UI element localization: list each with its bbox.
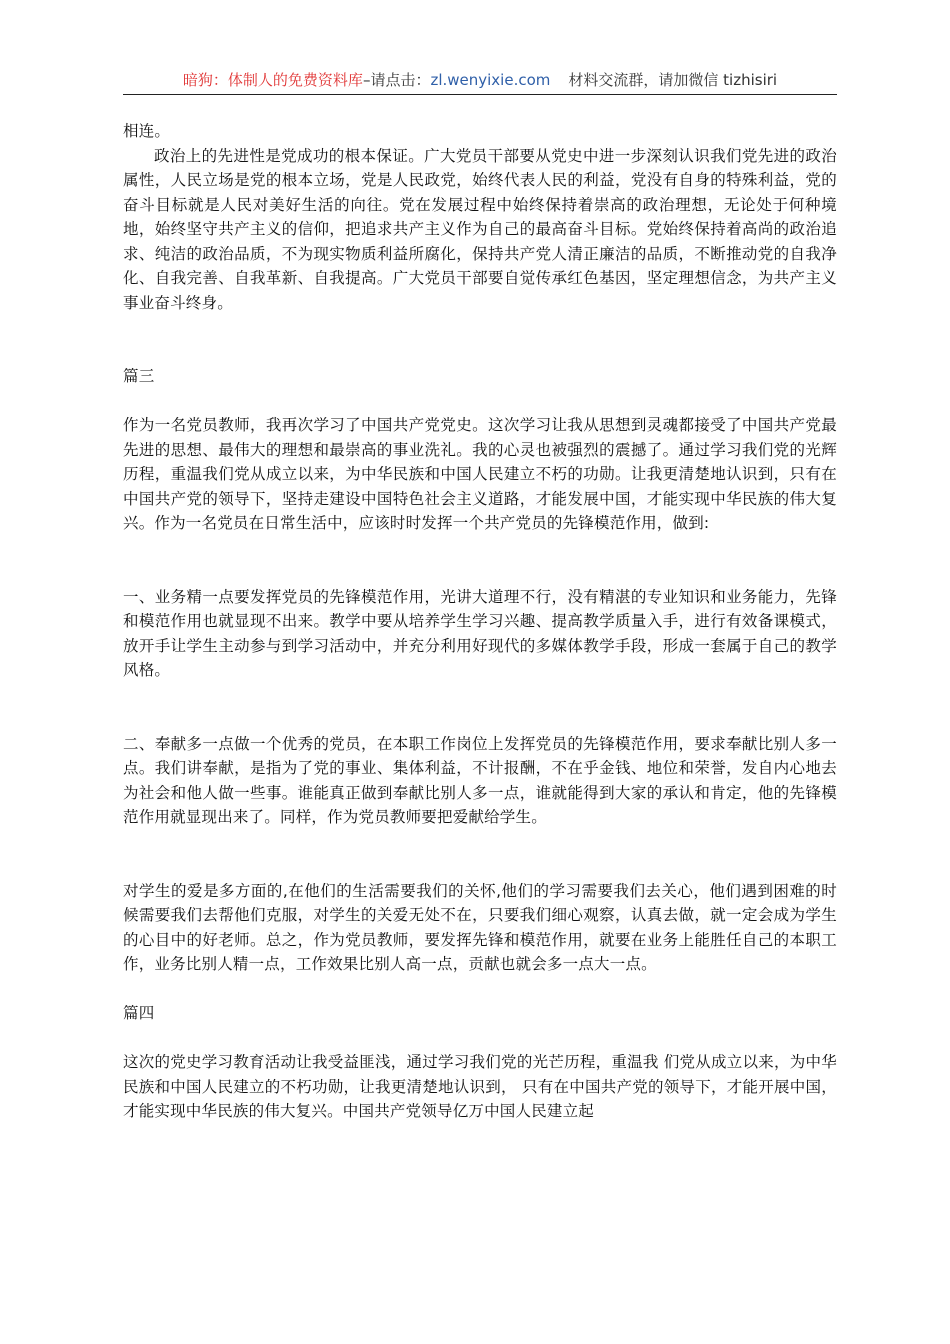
page-header: [123, 68, 837, 95]
paragraph-continuation: 相连。: [123, 122, 171, 140]
paragraph-point-one: 一、业务精一点要发挥党员的先锋模范作用，光讲大道理不行，没有精湛的专业知识和业务能力，先锋和模范作用也就显现不出来。教学中要从培养学生学习兴趣、提高教学质量入手，进行有效备课模式，放开手让学生主动参与到学习活动中，并充分利用好现代的多媒体教学手段，形成一套属于自己的教学风格。: [123, 587, 837, 679]
header-prompt: –请点击：: [362, 71, 431, 89]
spacer: [123, 315, 837, 364]
spacer: [123, 536, 837, 585]
section-heading-four: 篇四: [123, 1004, 155, 1022]
header-link[interactable]: zl.wenyixie.com: [430, 71, 551, 89]
paragraph-point-two: 二、奉献多一点做一个优秀的党员，在本职工作岗位上发挥党员的先锋模范作用，要求奉献比别人多一点。我们讲奉献，是指为了党的事业、集体利益，不计报酬，不在乎金钱、地位和荣誉，发自内心地去为社会和他人做一些事。谁能真正做到奉献比别人多一点，谁就能得到大家的承认和肯定，他的先锋模范作用就显现出来了。同样，作为党员教师要把爱献给学生。: [123, 734, 837, 826]
paragraph-history-study: 这次的党史学习教育活动让我受益匪浅，通过学习我们党的光芒历程，重温我 们党从成立以来，为中华民族和中国人民建立的不朽功勋，让我更清楚地认识到， 只有在中国共产党的领导下，才能开展中国，才能实现中华民族的伟大复兴。中国共产党领导亿万中国人民建立起: [123, 1053, 837, 1120]
section-heading-three: 篇三: [123, 367, 155, 385]
header-contact: 材料交流群，请加微信 tizhisiri: [568, 71, 778, 89]
document-body: [123, 119, 837, 1124]
spacer: [123, 830, 837, 879]
spacer: [123, 389, 837, 414]
paragraph-political-advancement: 政治上的先进性是党成功的根本保证。广大党员干部要从党史中进一步深刻认识我们党先进的政治属性，人民立场是党的根本立场，党是人民政党，始终代表人民的利益，党没有自身的特殊利益，党的奋斗目标就是人民对美好生活的向往。党在发展过程中始终保持着崇高的政治理想，无论处于何种境地，始终坚守共产主义的信仰，把追求共产主义作为自己的最高奋斗目标。党始终保持着高尚的政治追求、纯洁的政治品质，不为现实物质利益所腐化，保持共产党人清正廉洁的品质，不断推动党的自我净化、自我完善、自我革新、自我提高。广大党员干部要自觉传承红色基因，坚定理想信念，为共产主义事业奋斗终身。: [123, 146, 837, 312]
spacer: [123, 683, 837, 732]
spacer: [123, 1026, 837, 1051]
paragraph-love-for-students: 对学生的爱是多方面的,在他们的生活需要我们的关怀,他们的学习需要我们去关心，他们遇到困难的时候需要我们去帮他们克服，对学生的关爱无处不在，只要我们细心观察，认真去做，就一定会成为学生的心目中的好老师。总之，作为党员教师，要发挥先锋和模范作用，就要在业务上能胜任自己的本职工作，业务比别人精一点，工作效果比别人高一点，贡献也就会多一点大一点。: [123, 881, 837, 973]
header-brand: 暗狗：体制人的免费资料库: [182, 71, 363, 89]
spacer: [123, 977, 837, 1002]
paragraph-teacher-study: 作为一名党员教师，我再次学习了中国共产党党史。这次学习让我从思想到灵魂都接受了中国共产党最先进的思想、最伟大的理想和最崇高的事业洗礼。我的心灵也被强烈的震撼了。通过学习我们党的光辉历程，重温我们党从成立以来，为中华民族和中国人民建立不朽的功勋。让我更清楚地认识到，只有在中国共产党的领导下，坚持走建设中国特色社会主义道路，才能发展中国，才能实现中华民族的伟大复兴。作为一名党员在日常生活中，应该时时发挥一个共产党员的先锋模范作用，做到:: [123, 416, 837, 532]
